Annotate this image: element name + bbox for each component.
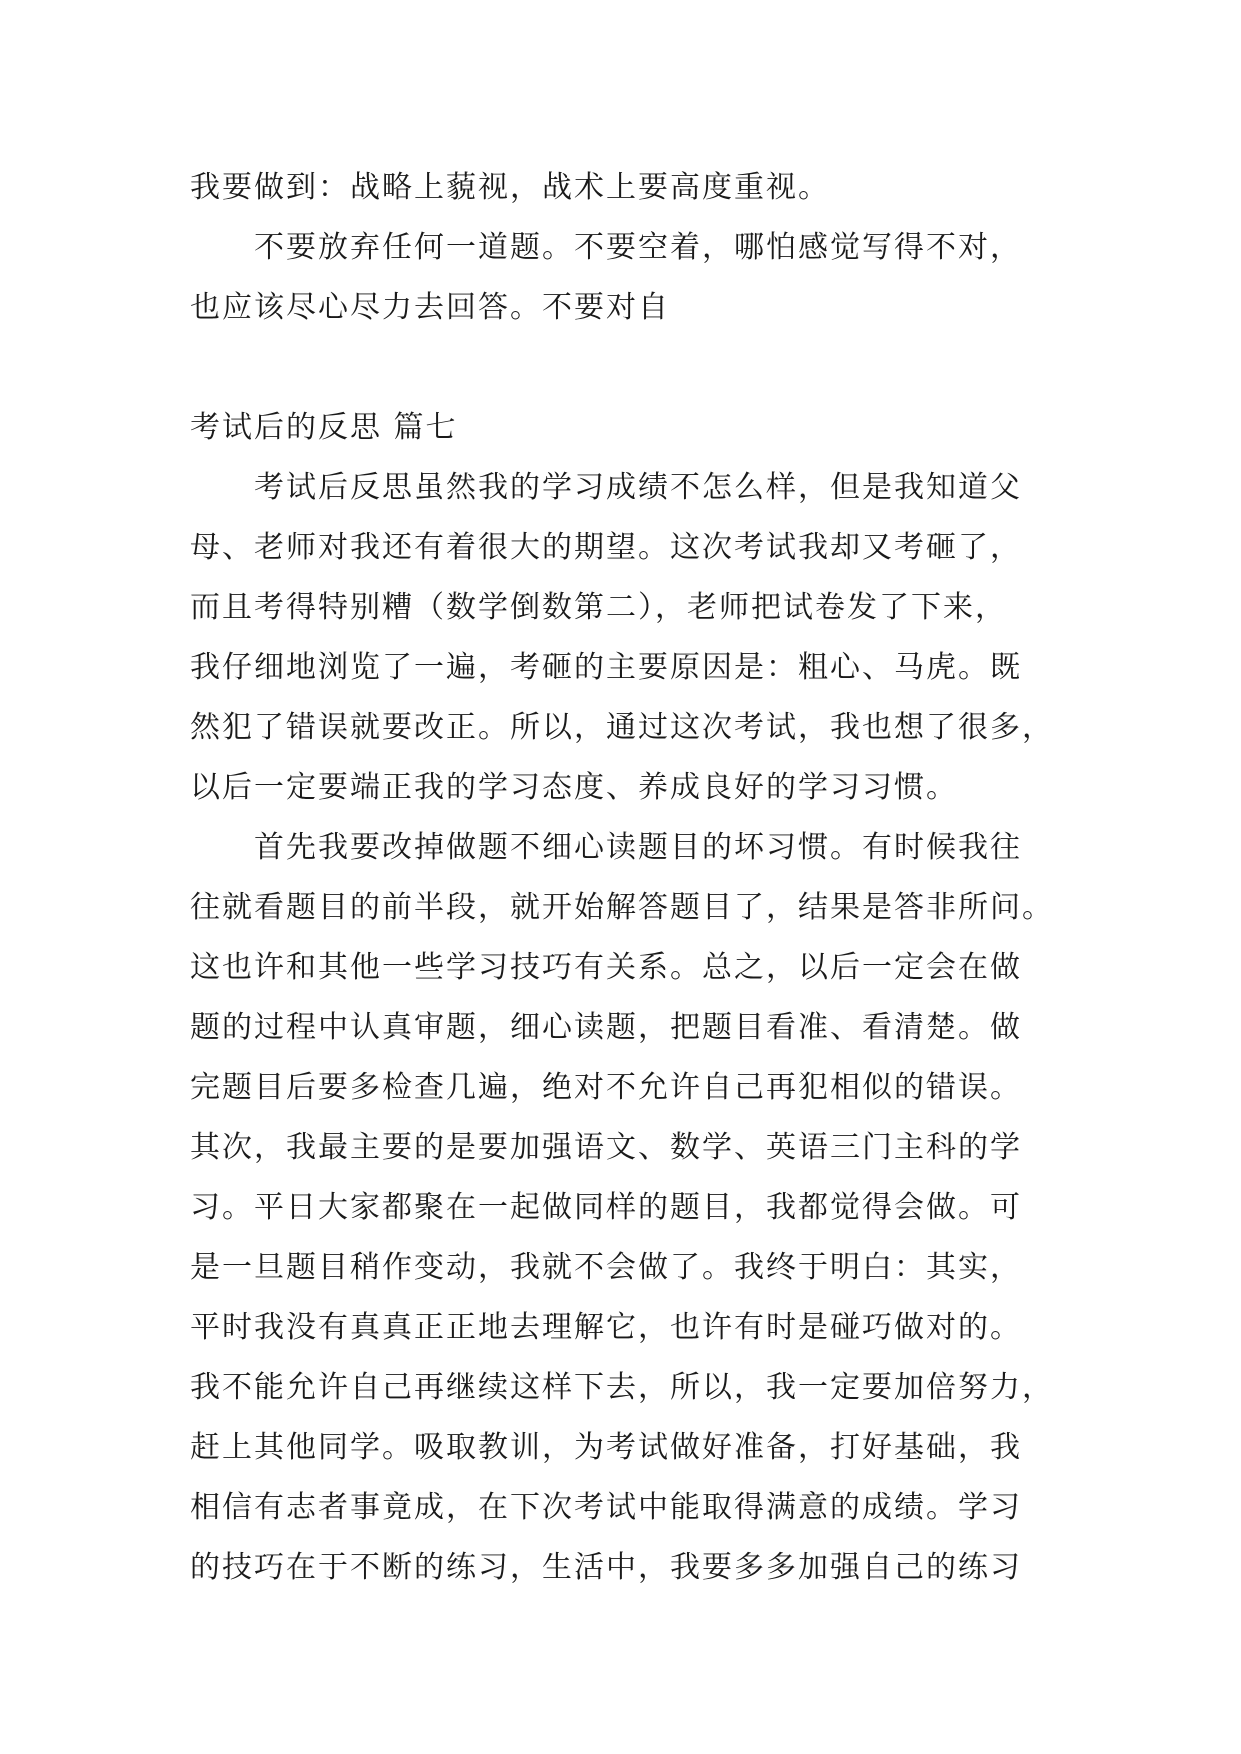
section-title: 考试后的反思 篇七 — [190, 410, 458, 445]
text-line: 我不能允许自己再继续这样下去，所以，我一定要加倍努力， — [190, 1370, 1054, 1405]
text-line: 其次，我最主要的是要加强语文、数学、英语三门主科的学 — [190, 1130, 1022, 1165]
text-line: 题的过程中认真审题，细心读题，把题目看准、看清楚。做 — [190, 1010, 1022, 1045]
text-line: 这也许和其他一些学习技巧有关系。总之，以后一定会在做 — [190, 950, 1022, 985]
text-line: 然犯了错误就要改正。所以，通过这次考试，我也想了很多， — [190, 710, 1054, 745]
text-line: 赶上其他同学。吸取教训，为考试做好准备，打好基础，我 — [190, 1430, 1022, 1465]
text-line: 往就看题目的前半段，就开始解答题目了，结果是答非所问。 — [190, 890, 1054, 925]
text-line: 我仔细地浏览了一遍，考砸的主要原因是：粗心、马虎。既 — [190, 650, 1022, 685]
text-line: 母、老师对我还有着很大的期望。这次考试我却又考砸了， — [190, 530, 1022, 565]
text-line: 是一旦题目稍作变动，我就不会做了。我终于明白：其实， — [190, 1250, 1022, 1285]
text-line: 平时我没有真真正正地去理解它，也许有时是碰巧做对的。 — [190, 1310, 1022, 1345]
text-line: 首先我要改掉做题不细心读题目的坏习惯。有时候我往 — [254, 830, 1022, 865]
text-line: 的技巧在于不断的练习，生活中，我要多多加强自己的练习 — [190, 1550, 1022, 1585]
text-line: 以后一定要端正我的学习态度、养成良好的学习习惯。 — [190, 770, 958, 805]
text-line: 也应该尽心尽力去回答。不要对自 — [190, 290, 670, 325]
text-line: 完题目后要多检查几遍，绝对不允许自己再犯相似的错误。 — [190, 1070, 1022, 1105]
text-line: 习。平日大家都聚在一起做同样的题目，我都觉得会做。可 — [190, 1190, 1022, 1225]
text-line: 相信有志者事竟成，在下次考试中能取得满意的成绩。学习 — [190, 1490, 1022, 1525]
document-body — [190, 158, 1070, 1598]
text-line: 考试后反思虽然我的学习成绩不怎么样，但是我知道父 — [254, 470, 1022, 505]
text-line: 我要做到：战略上藐视，战术上要高度重视。 — [190, 170, 830, 205]
text-line: 而且考得特别糟（数学倒数第二），老师把试卷发了下来， — [190, 590, 1007, 625]
text-line: 不要放弃任何一道题。不要空着，哪怕感觉写得不对， — [254, 230, 1022, 265]
section-spacer — [190, 338, 1070, 398]
